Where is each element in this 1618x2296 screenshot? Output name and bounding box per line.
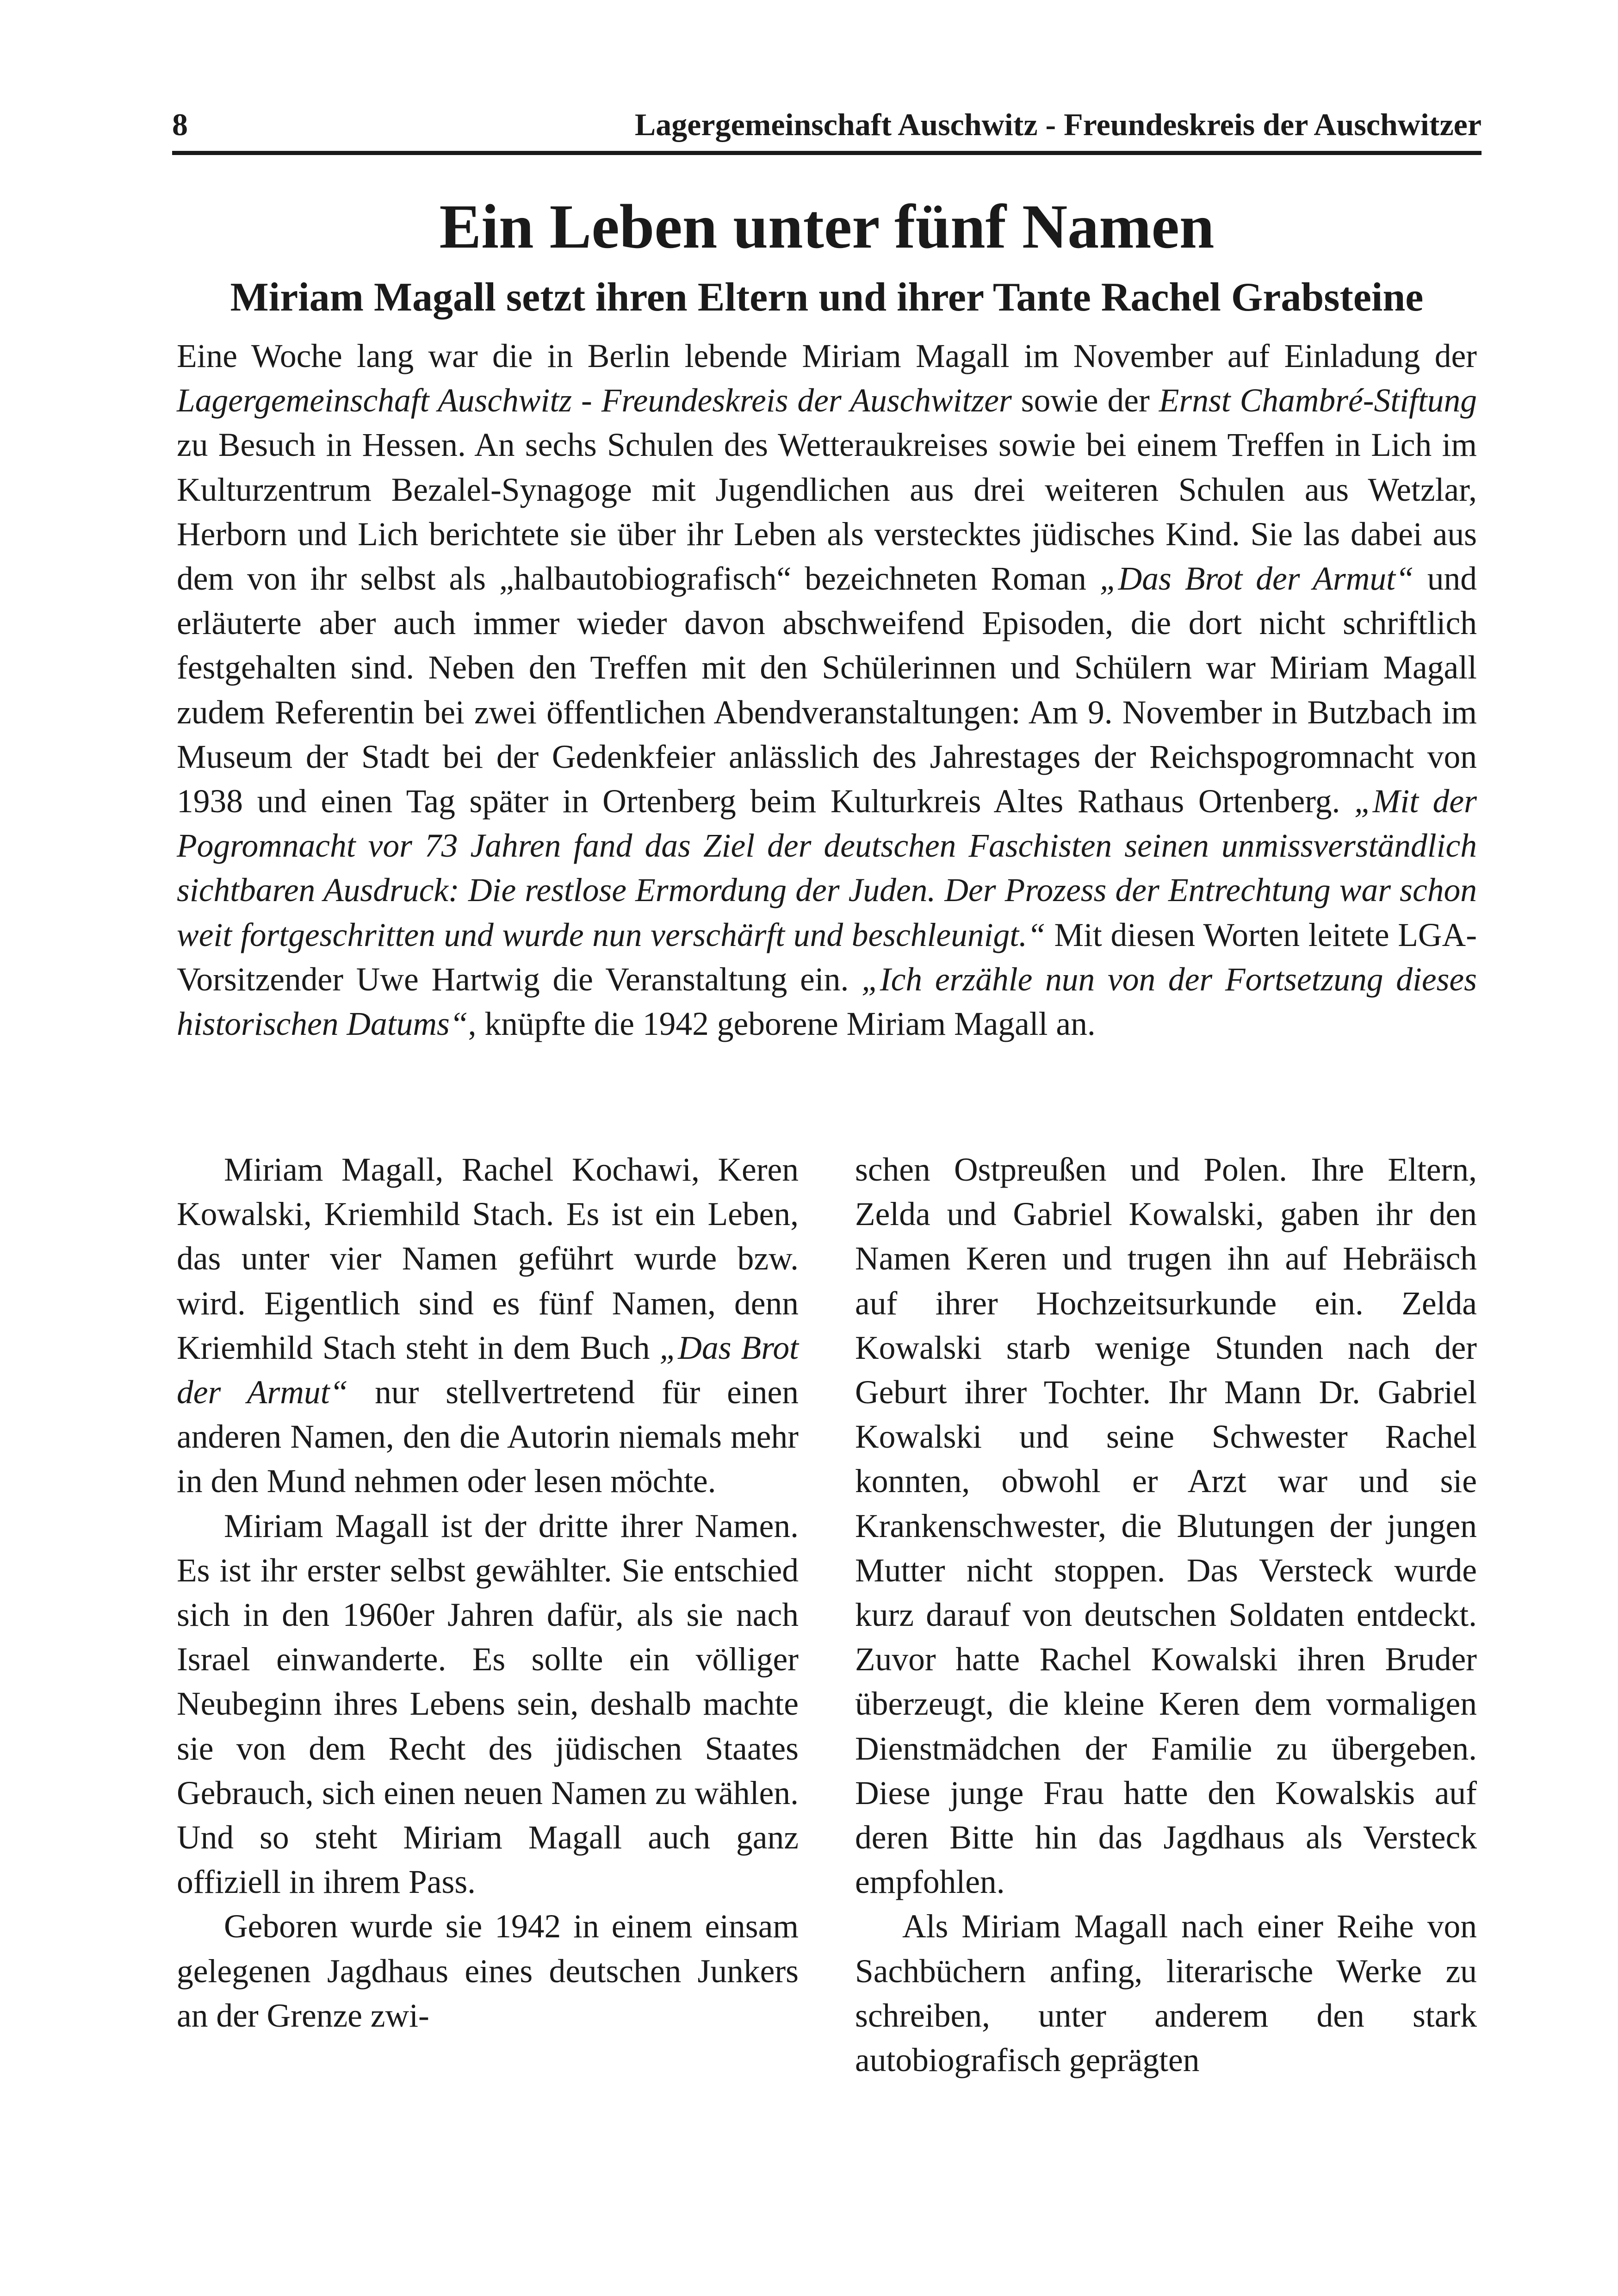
lead-segment-italic: Lagergemeinschaft Auschwitz - Freundeskreis der Auschwitzer	[177, 382, 1012, 419]
body-paragraph	[855, 1904, 1477, 2083]
body-paragraph	[855, 1148, 1477, 1904]
article-subtitle: Miriam Magall setzt ihren Eltern und ihrer Tante Rachel Grabsteine	[230, 275, 1424, 320]
book-title-italic: „Das Brot der Armut“	[177, 1329, 799, 1411]
article-title: Ein Leben unter fünf Namen	[439, 192, 1215, 261]
lead-segment: Eine Woche lang war die in Berlin lebende Miriam Magall im November auf Einladung der	[177, 338, 1477, 374]
body-column-left	[177, 1148, 799, 2038]
lead-segment: zu Besuch in Hessen. An sechs Schulen des Wetteraukreises sowie bei einem Treffen in Lich im Kulturzentrum Bezalel-Synagoge mit Jugendlichen aus drei weiteren Schulen aus Wetzlar, Herborn und Lich berichtete sie über ihr Leben als verstecktes jüdisches Kind. Sie las dabei aus dem von ihr selbst als „halbautobiografisch“ bezeichneten Roman	[177, 427, 1477, 597]
body-text: nur stellvertretend für einen anderen Namen, den die Autorin niemals mehr in den Mund nehmen oder lesen möchte.	[177, 1374, 799, 1500]
page-number: 8	[172, 107, 188, 142]
header-rule	[172, 151, 1482, 155]
lead-segment: sowie der	[1011, 382, 1159, 419]
lead-paragraph	[177, 334, 1477, 1046]
lead-segment-italic: „Das Brot der Armut“	[1099, 560, 1414, 597]
lead-segment-italic: „Ich erzähle nun von der Fortsetzung dieses historischen Datums“	[177, 961, 1477, 1043]
journal-title: Lagergemeinschaft Auschwitz - Freundeskreis der Auschwitzer	[634, 107, 1482, 142]
body-paragraph	[177, 1148, 799, 1504]
running-header	[172, 99, 1482, 150]
body-paragraph	[177, 1904, 799, 2038]
body-text: Geboren wurde sie 1942 in einem einsam gelegenen Jagdhaus eines deutschen Junkers an der Grenze zwi-	[177, 1908, 799, 2034]
lead-segment: Mit diesen Worten leitete LGA-Vorsitzender Uwe Hartwig die Veranstaltung ein.	[177, 916, 1477, 998]
body-text: Als Miriam Magall nach einer Reihe von Sachbüchern anfing, literarische Werke zu schreiben, unter anderem den stark autobiografisch geprägten	[855, 1908, 1477, 2079]
body-text: schen Ostpreußen und Polen. Ihre Eltern, Zelda und Gabriel Kowalski, gaben ihr den Namen Keren und trugen ihn auf Hebräisch auf ihrer Hochzeitsurkunde ein. Zelda Kowalski starb wenige Stunden nach der Geburt ihrer Tochter. Ihr Mann Dr. Gabriel Kowalski und seine Schwester Rachel konnten, obwohl er Arzt war und sie Krankenschwester, die Blutungen der jungen Mutter nicht stoppen. Das Versteck wurde kurz darauf von deutschen Soldaten entdeckt. Zuvor hatte Rachel Kowalski ihren Bruder überzeugt, die kleine Keren dem vormaligen Dienstmädchen der Familie zu übergeben. Diese junge Frau hatte den Kowalskis auf deren Bitte hin das Jagdhaus als Versteck empfohlen.	[855, 1151, 1477, 1901]
lead-segment-italic: „Mit der Pogromnacht vor 73 Jahren fand das Ziel der deutschen Faschisten seinen unmissverständlich sichtbaren Ausdruck: Die restlose Ermordung der Juden. Der Prozess der Entrechtung war schon weit fortgeschritten und wurde nun verschärft und beschleunigt.“	[177, 783, 1477, 953]
body-text: Miriam Magall ist der dritte ihrer Namen. Es ist ihr erster selbst gewählter. Sie entschied sich in den 1960er Jahren dafür, als sie nach Israel einwanderte. Es sollte ein völliger Neubeginn ihres Lebens sein, deshalb machte sie von dem Recht des jüdischen Staates Gebrauch, sich einen neuen Namen zu wählen. Und so steht Miriam Magall auch ganz offiziell in ihrem Pass.	[177, 1507, 799, 1901]
body-column-right	[855, 1148, 1477, 2083]
lead-segment-italic: Ernst Chambré-Stiftung	[1159, 382, 1477, 419]
lead-segment: , knüpfte die 1942 geborene Miriam Magall an.	[468, 1006, 1096, 1043]
body-text: Miriam Magall, Rachel Kochawi, Keren Kowalski, Kriemhild Stach. Es ist ein Leben, das unter vier Namen geführt wurde bzw. wird. Eigentlich sind es fünf Namen, denn Kriemhild Stach steht in dem Buch	[177, 1151, 799, 1366]
lead-segment: und erläuterte aber auch immer wieder davon abschweifend Episoden, die dort nicht schriftlich festgehalten sind. Neben den Treffen mit den Schülerinnen und Schülern war Miriam Magall zudem Referentin bei zwei öffentlichen Abendveranstaltungen: Am 9. November in Butzbach im Museum der Stadt bei der Gedenkfeier anlässlich des Jahrestages der Reichspogromnacht von 1938 und einen Tag später in Ortenberg beim Kulturkreis Altes Rathaus Ortenberg.	[177, 560, 1477, 820]
body-paragraph	[177, 1504, 799, 1905]
